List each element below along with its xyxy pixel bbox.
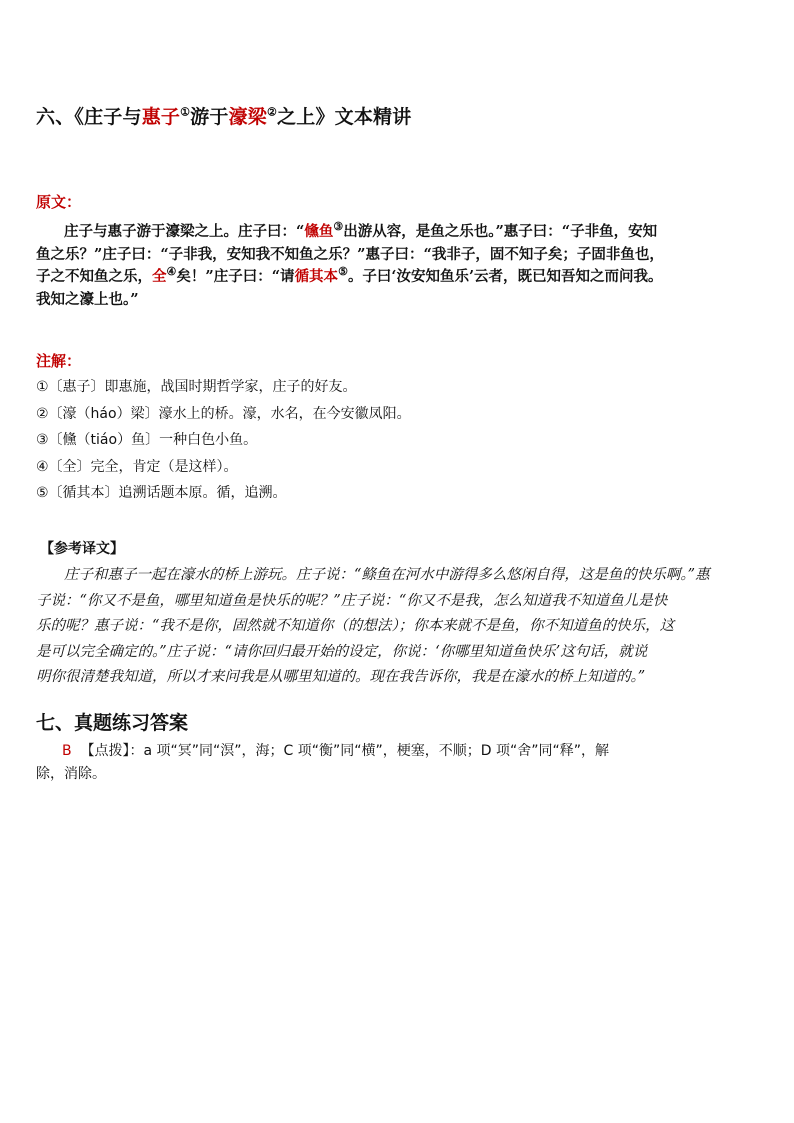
answer-letter: B bbox=[62, 743, 72, 759]
original-line: 鱼之乐？”庄子曰：“子非我，安知我不知鱼之乐？”惠子曰：“我非子，固不知子矣；子固非鱼也， bbox=[36, 245, 664, 263]
heading-highlight-huizi: 惠子 bbox=[141, 106, 181, 128]
translation-line: 明你很清楚我知道，所以才来问我是从哪里知道的。现在我告诉你，我是在濠水的桥上知道的。” bbox=[36, 669, 646, 685]
original-text-label: 原文： bbox=[36, 193, 82, 211]
footnote-marker: ⑤ bbox=[338, 265, 348, 279]
note-item: ②〔濠（háo）梁〕濠水上的桥。濠，水名，在今安徽凤阳。 bbox=[36, 405, 411, 422]
original-line: 子之不知鱼之乐，全④矣！”庄子曰：“请循其本⑤。子曰‘汝安知鱼乐’云者，既已知吾知之而问我。 bbox=[36, 265, 663, 285]
answer-block bbox=[36, 740, 758, 786]
note-item: ③〔儵（tiáo）鱼〕一种白色小鱼。 bbox=[36, 432, 258, 448]
note-item: ①〔惠子〕即惠施，战国时期哲学家，庄子的好友。 bbox=[36, 379, 357, 395]
section-7-heading: 七、真题练习答案 bbox=[36, 712, 189, 734]
answer-line: B 【点拨】：a 项“冥”同“溟”，海；C 项“衡”同“横”，梗塞，不顺；D 项“舍”同“释”，解 bbox=[62, 743, 610, 759]
original-text bbox=[36, 221, 756, 311]
heading-text: 六、《庄子与 bbox=[36, 106, 142, 128]
notes-list bbox=[36, 374, 756, 507]
translation-text bbox=[36, 563, 758, 691]
highlight-xunqiben: 循其本 bbox=[294, 268, 339, 285]
translation-label: 【参考译文】 bbox=[40, 541, 124, 557]
section-6-heading bbox=[36, 102, 411, 129]
footnote-marker: ③ bbox=[333, 220, 344, 234]
note-item: ⑤〔循其本〕追溯话题本原。循，追溯。 bbox=[36, 485, 287, 501]
heading-text: 之上》文本精讲 bbox=[277, 106, 412, 128]
translation-line: 庄子和惠子一起在濠水的桥上游玩。庄子说：“鲦鱼在河水中游得多么悠闲自得，这是鱼的快乐啊。”惠 bbox=[64, 567, 710, 583]
heading-text: 游于 bbox=[190, 106, 229, 128]
answer-line: 除，消除。 bbox=[36, 766, 106, 782]
note-item: ④〔全〕完全，肯定（是这样）。 bbox=[36, 458, 238, 475]
notes-label: 注解： bbox=[36, 352, 82, 370]
footnote-marker: ① bbox=[180, 105, 191, 119]
original-line: 庄子与惠子游于濠梁之上。庄子曰：“儵鱼③出游从容，是鱼之乐也。”惠子曰：“子非鱼，安知 bbox=[64, 220, 658, 240]
highlight-tiaoyu: 儵鱼 bbox=[304, 223, 334, 240]
highlight-quan: 全 bbox=[152, 268, 167, 285]
footnote-marker: ④ bbox=[166, 265, 177, 279]
translation-line: 是可以完全确定的。”庄子说：“请你回归最开始的设定，你说：‘你哪里知道鱼快乐’这句话，就说 bbox=[36, 643, 648, 660]
translation-line: 乐的呢？惠子说：“我不是你，固然就不知道你（的想法）；你本来就不是鱼，你不知道鱼的快乐，这 bbox=[36, 618, 675, 634]
translation-line: 子说：“你又不是鱼，哪里知道鱼是快乐的呢？”庄子说：“你又不是我，怎么知道我不知道鱼儿是快 bbox=[36, 592, 668, 609]
original-line: 我知之濠上也。” bbox=[36, 290, 139, 308]
heading-highlight-haoliang: 濠梁 bbox=[228, 106, 267, 128]
footnote-marker: ② bbox=[266, 105, 278, 119]
